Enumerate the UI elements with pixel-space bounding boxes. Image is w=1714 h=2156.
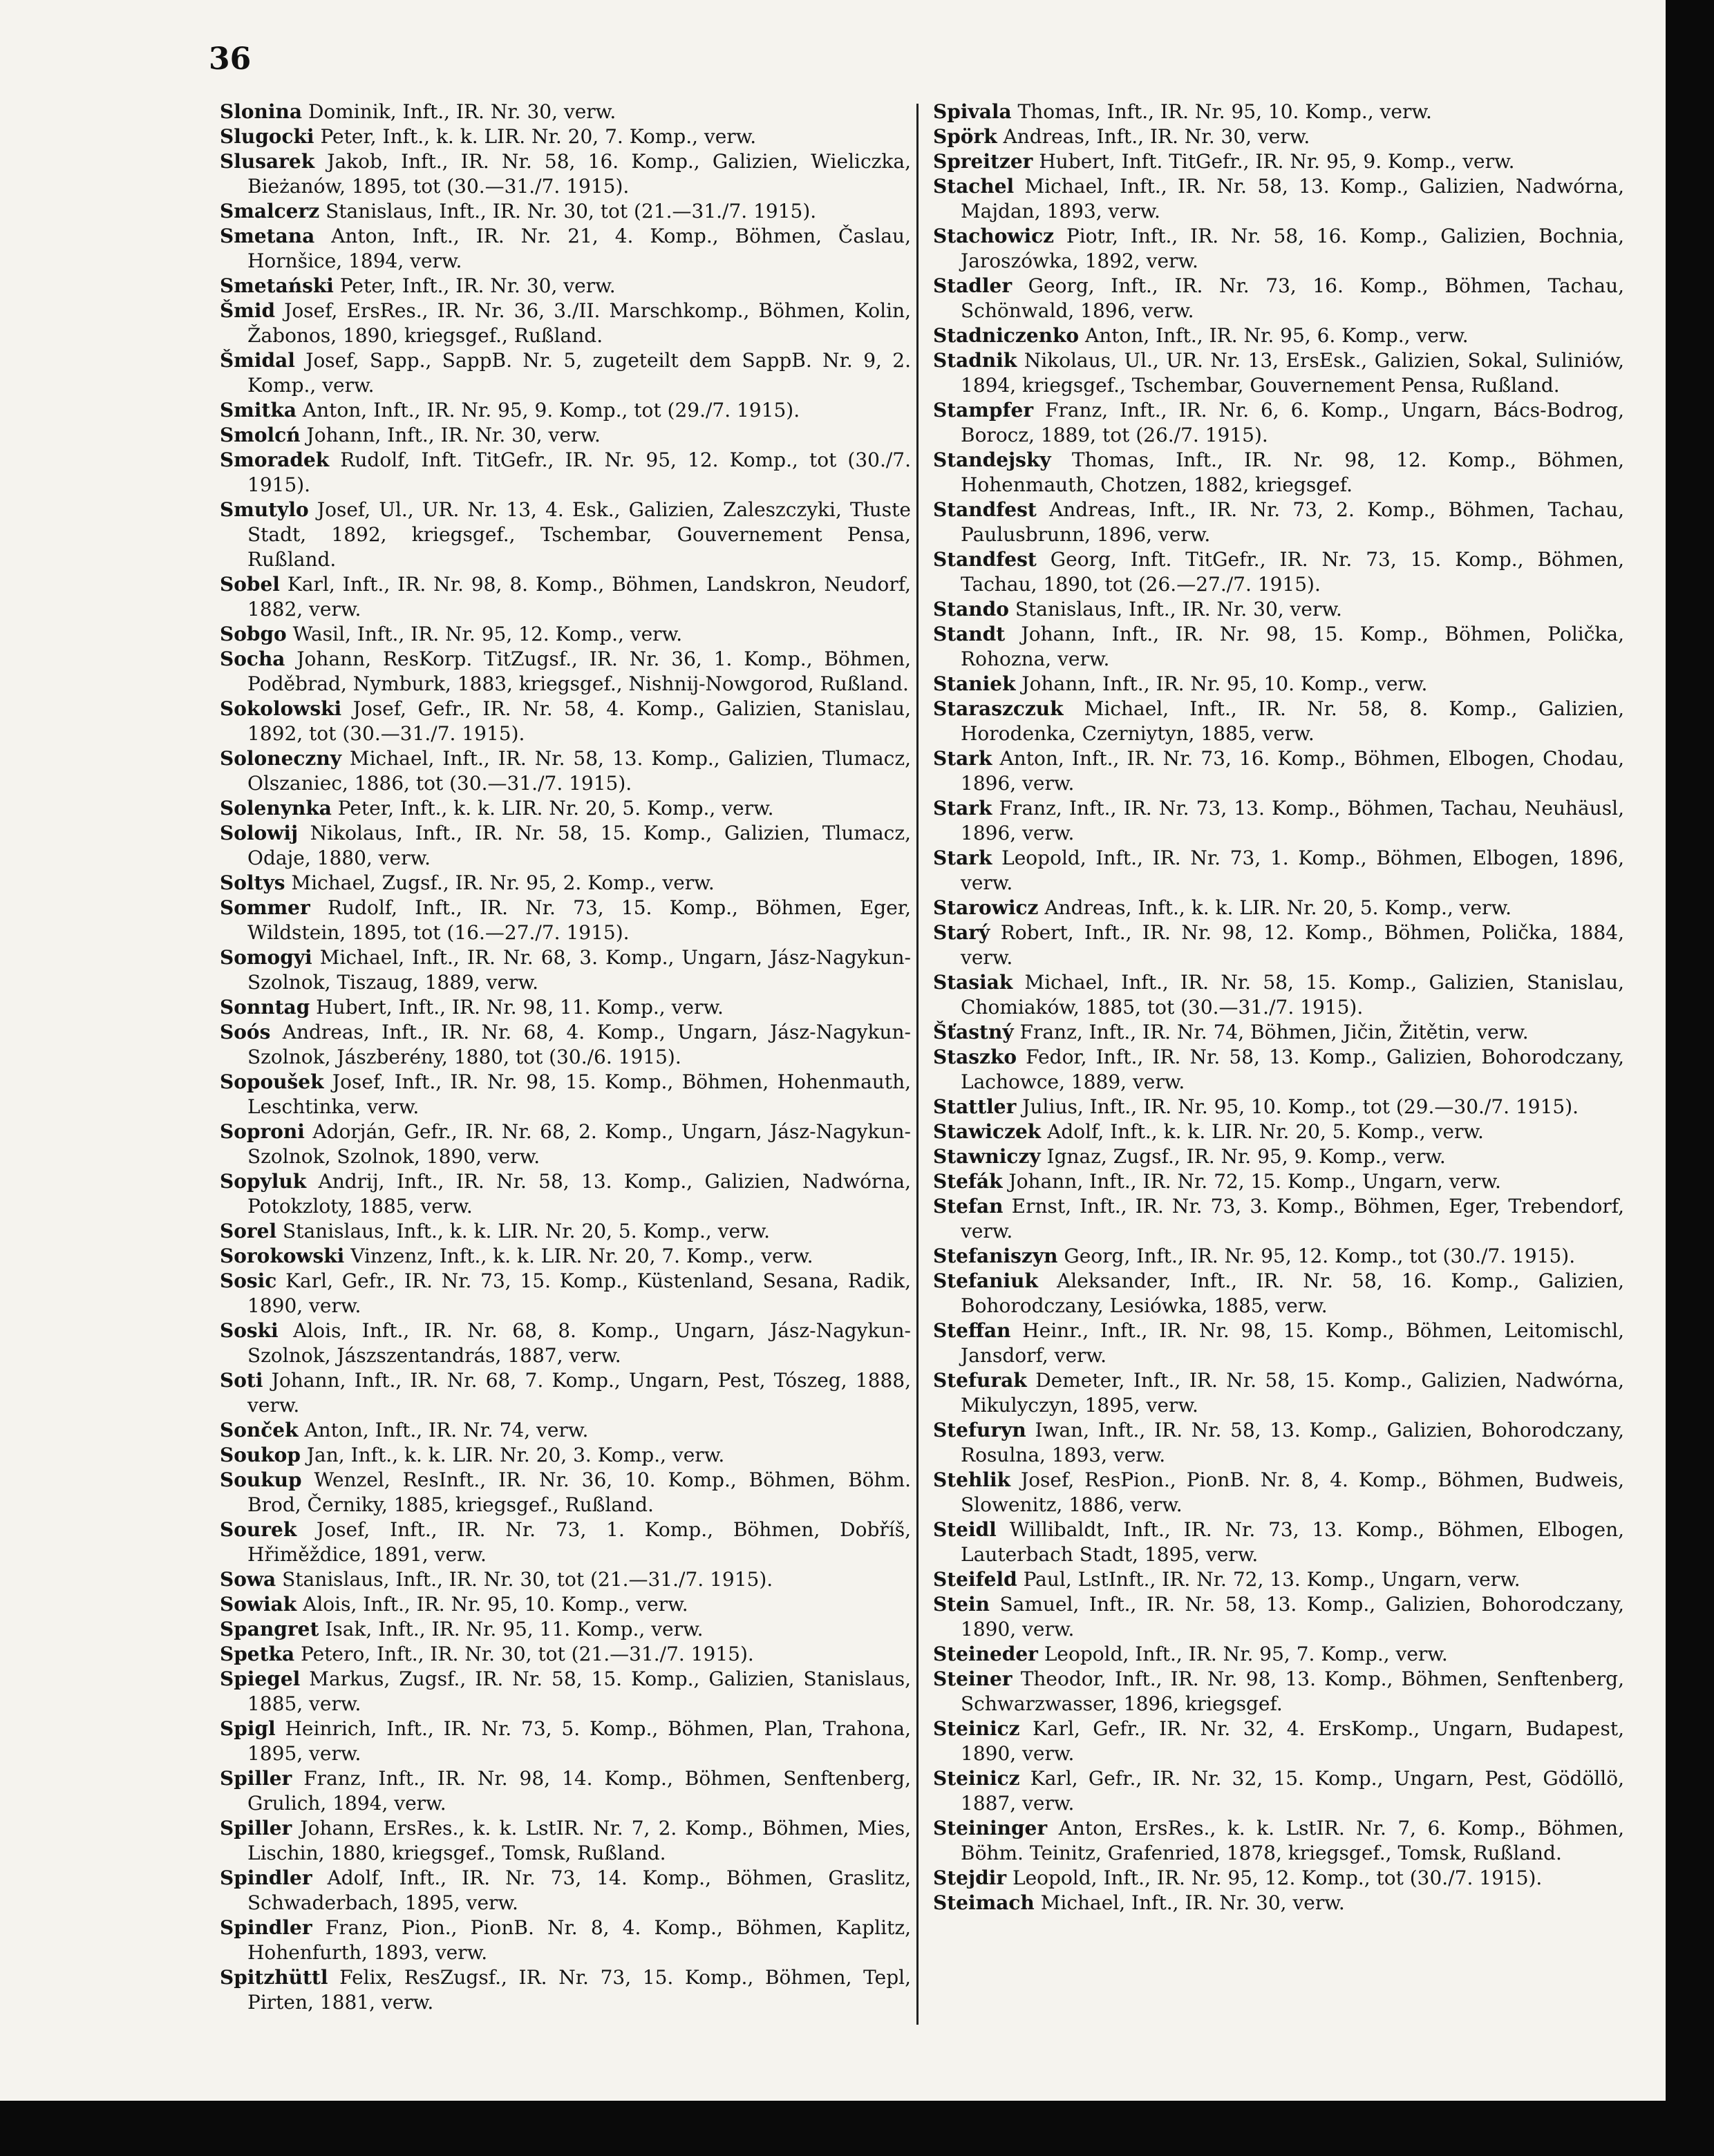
list-entry <box>220 1866 911 1916</box>
entry-surname: Sopoušek <box>220 1070 324 1093</box>
entry-details: Hubert, Inft., IR. Nr. 98, 11. Komp., verw. <box>316 996 724 1019</box>
entry-details: Johann, Inft., IR. Nr. 68, 7. Komp., Ungarn, Pest, Tószeg, 1888, verw. <box>247 1369 911 1417</box>
list-entry <box>220 1517 911 1567</box>
list-entry <box>220 896 911 945</box>
entry-surname: Stadnik <box>933 349 1017 372</box>
entry-details: Felix, ResZugsf., IR. Nr. 73, 15. Komp., Böhmen, Tepl, Pirten, 1881, verw. <box>247 1966 911 2014</box>
list-entry <box>933 1517 1624 1567</box>
entry-surname: Stein <box>933 1593 990 1616</box>
list-entry <box>933 1667 1624 1717</box>
list-entry <box>220 1244 911 1269</box>
entry-surname: Soti <box>220 1369 263 1392</box>
entry-surname: Šmid <box>220 299 276 322</box>
entry-details: Andrij, Inft., IR. Nr. 58, 13. Komp., Galizien, Nadwórna, Potokzloty, 1885, verw. <box>247 1170 911 1218</box>
list-entry <box>220 1219 911 1244</box>
entry-details: Leopold, Inft., IR. Nr. 73, 1. Komp., Böhmen, Elbogen, 1896, verw. <box>961 847 1624 894</box>
list-entry <box>220 1717 911 1766</box>
entry-surname: Smolcń <box>220 424 301 446</box>
list-entry <box>933 1368 1624 1418</box>
entry-details: Anton, ErsRes., k. k. LstIR. Nr. 7, 6. Komp., Böhmen, Böhm. Teinitz, Grafenried, 1878, kriegsgef., Tomsk, Rußland. <box>961 1817 1624 1864</box>
entry-surname: Stadniczenko <box>933 324 1080 347</box>
entry-surname: Spörk <box>933 125 997 148</box>
list-entry <box>933 796 1624 846</box>
entry-details: Johann, Inft., IR. Nr. 30, verw. <box>306 424 601 446</box>
list-entry <box>933 398 1624 448</box>
entry-details: Franz, Inft., IR. Nr. 73, 13. Komp., Böhmen, Tachau, Neuhäusl, 1896, verw. <box>961 797 1625 844</box>
list-entry <box>220 871 911 896</box>
entry-details: Josef, Inft., IR. Nr. 98, 15. Komp., Böhmen, Hohenmauth, Leschtinka, verw. <box>247 1070 911 1118</box>
entry-surname: Standt <box>933 623 1006 645</box>
entry-surname: Smetański <box>220 274 334 297</box>
entry-surname: Stark <box>933 797 992 820</box>
entry-surname: Sobel <box>220 573 280 596</box>
entry-details: Fedor, Inft., IR. Nr. 58, 13. Komp., Galizien, Bohorodczany, Lachowce, 1889, verw. <box>961 1046 1624 1093</box>
entry-details: Johann, Inft., IR. Nr. 72, 15. Komp., Ungarn, verw. <box>1008 1170 1501 1193</box>
list-entry <box>933 1642 1624 1667</box>
entry-surname: Spigl <box>220 1717 276 1740</box>
list-entry <box>933 1020 1624 1045</box>
list-entry <box>933 1468 1624 1517</box>
list-entry <box>933 970 1624 1020</box>
list-entry <box>220 1269 911 1318</box>
list-entry <box>933 348 1624 398</box>
entry-details: Thomas, Inft., IR. Nr. 98, 12. Komp., Böhmen, Hohenmauth, Chotzen, 1882, kriegsgef. <box>961 448 1624 496</box>
entry-surname: Smetana <box>220 225 315 247</box>
entry-surname: Stawiczek <box>933 1120 1042 1143</box>
list-entry <box>933 1144 1624 1169</box>
entry-surname: Stark <box>933 847 992 869</box>
list-entry <box>220 1368 911 1418</box>
entry-details: Jakob, Inft., IR. Nr. 58, 16. Komp., Galizien, Wieliczka, Bieżanów, 1895, tot (30.—31./7. 1915). <box>247 150 911 198</box>
entry-details: Michael, Zugsf., IR. Nr. 95, 2. Komp., verw. <box>291 871 715 894</box>
entry-surname: Soproni <box>220 1120 305 1143</box>
list-entry <box>933 498 1624 547</box>
page-number: 36 <box>209 41 252 77</box>
list-entry <box>933 1169 1624 1194</box>
entry-details: Peter, Inft., k. k. LIR. Nr. 20, 5. Komp., verw. <box>337 797 774 820</box>
entry-surname: Soós <box>220 1021 271 1043</box>
entry-details: Franz, Inft., IR. Nr. 6, 6. Komp., Ungarn, Bács-Bodrog, Borocz, 1889, tot (26./7. 1915). <box>961 399 1625 446</box>
entry-surname: Spiller <box>220 1817 292 1840</box>
entry-details: Michael, Inft., IR. Nr. 58, 13. Komp., Galizien, Tlumacz, Olszaniec, 1886, tot (30.—31./7. 1915). <box>247 747 911 795</box>
entry-details: Peter, Inft., IR. Nr. 30, verw. <box>339 274 616 297</box>
entry-details: Leopold, Inft., IR. Nr. 95, 7. Komp., verw. <box>1044 1643 1448 1665</box>
entry-details: Josef, Gefr., IR. Nr. 58, 4. Komp., Galizien, Stanislau, 1892, tot (30.—31./7. 1915). <box>247 697 911 745</box>
entry-surname: Soltys <box>220 871 285 894</box>
list-entry <box>220 1667 911 1717</box>
entry-details: Karl, Gefr., IR. Nr. 32, 15. Komp., Ungarn, Pest, Gödöllö, 1887, verw. <box>961 1767 1624 1815</box>
entry-surname: Smutylo <box>220 498 309 521</box>
entry-details: Stanislaus, Inft., IR. Nr. 30, verw. <box>1015 598 1342 621</box>
list-entry <box>220 398 911 423</box>
entry-surname: Stawniczy <box>933 1145 1041 1168</box>
list-entry <box>933 1567 1624 1592</box>
entry-details: Georg, Inft., IR. Nr. 73, 16. Komp., Böhmen, Tachau, Schönwald, 1896, verw. <box>961 274 1625 322</box>
entry-surname: Stachel <box>933 175 1015 198</box>
entry-surname: Smoradek <box>220 448 330 471</box>
list-entry <box>933 672 1624 697</box>
entry-surname: Steidl <box>933 1518 997 1541</box>
entry-surname: Standfest <box>933 498 1037 521</box>
list-entry <box>933 1269 1624 1318</box>
list-entry <box>220 199 911 224</box>
entry-details: Markus, Zugsf., IR. Nr. 58, 15. Komp., Galizien, Stanislaus, 1885, verw. <box>247 1667 911 1715</box>
list-entry <box>933 622 1624 672</box>
entry-surname: Stark <box>933 747 992 770</box>
list-entry <box>933 323 1624 348</box>
list-entry <box>220 1070 911 1119</box>
entry-surname: Stachowicz <box>933 225 1055 247</box>
entry-details: Rudolf, Inft., IR. Nr. 73, 15. Komp., Böhmen, Eger, Wildstein, 1895, tot (16.—27./7. 1915). <box>247 896 911 944</box>
entry-surname: Sosic <box>220 1269 277 1292</box>
entry-surname: Spiller <box>220 1767 292 1790</box>
entry-surname: Stando <box>933 598 1009 621</box>
list-entry <box>220 1916 911 1965</box>
list-entry <box>220 647 911 697</box>
entry-surname: Steifeld <box>933 1568 1017 1591</box>
list-entry <box>220 1169 911 1219</box>
list-entry <box>220 746 911 796</box>
list-entry <box>933 274 1624 323</box>
entry-details: Jan, Inft., k. k. LIR. Nr. 20, 3. Komp., verw. <box>306 1444 725 1466</box>
entry-details: Vinzenz, Inft., k. k. LIR. Nr. 20, 7. Komp., verw. <box>350 1245 813 1267</box>
entry-surname: Stattler <box>933 1095 1017 1118</box>
entry-surname: Steiner <box>933 1667 1013 1690</box>
list-entry <box>933 746 1624 796</box>
entry-details: Stanislaus, Inft., IR. Nr. 30, tot (21.—31./7. 1915). <box>282 1568 773 1591</box>
entry-surname: Stefaniszyn <box>933 1245 1058 1267</box>
entry-details: Nikolaus, Inft., IR. Nr. 58, 15. Komp., Galizien, Tlumacz, Odaje, 1880, verw. <box>247 822 911 869</box>
entry-details: Alois, Inft., IR. Nr. 68, 8. Komp., Ungarn, Jász-Nagykun-Szolnok, Jászszentandrás, 1887, verw. <box>247 1319 911 1367</box>
entry-surname: Stefan <box>933 1195 1004 1218</box>
list-entry <box>933 1095 1624 1119</box>
list-entry <box>933 1244 1624 1269</box>
list-entry <box>933 1418 1624 1468</box>
entry-surname: Spreitzer <box>933 150 1033 173</box>
entry-surname: Spetka <box>220 1643 295 1665</box>
list-entry <box>220 100 911 124</box>
list-entry <box>220 1020 911 1070</box>
entry-surname: Stasiak <box>933 971 1013 994</box>
entry-surname: Spindler <box>220 1866 312 1889</box>
entry-details: Andreas, Inft., IR. Nr. 68, 4. Komp., Ungarn, Jász-Nagykun-Szolnok, Jászberény, 1880, tot (30./6. 1915). <box>247 1021 911 1068</box>
entry-details: Adolf, Inft., k. k. LIR. Nr. 20, 5. Komp., verw. <box>1047 1120 1484 1143</box>
list-entry <box>933 547 1624 597</box>
entry-details: Johann, ErsRes., k. k. LstIR. Nr. 7, 2. Komp., Böhmen, Mies, Lischin, 1880, kriegsgef., Tomsk, Rußland. <box>247 1817 911 1864</box>
list-entry <box>933 100 1624 124</box>
entry-surname: Šmidal <box>220 349 295 372</box>
entry-details: Karl, Inft., IR. Nr. 98, 8. Komp., Böhmen, Landskron, Neudorf, 1882, verw. <box>247 573 911 621</box>
list-entry <box>220 1119 911 1169</box>
list-entry <box>220 1567 911 1592</box>
entry-surname: Solenynka <box>220 797 332 820</box>
entry-surname: Soloneczny <box>220 747 341 770</box>
entry-surname: Smitka <box>220 399 296 422</box>
entry-details: Michael, Inft., IR. Nr. 58, 15. Komp., Galizien, Stanislau, Chomiaków, 1885, tot (30.—31./7. 1915). <box>961 971 1625 1019</box>
entry-details: Ernst, Inft., IR. Nr. 73, 3. Komp., Böhmen, Eger, Trebendorf, verw. <box>961 1195 1624 1242</box>
entry-surname: Staszko <box>933 1046 1017 1068</box>
list-entry <box>220 1443 911 1468</box>
entry-surname: Stefák <box>933 1170 1003 1193</box>
entry-details: Anton, Inft., IR. Nr. 21, 4. Komp., Böhmen, Časlau, Hornšice, 1894, verw. <box>247 225 911 272</box>
list-entry <box>933 597 1624 622</box>
entry-surname: Slusarek <box>220 150 315 173</box>
entry-details: Rudolf, Inft. TitGefr., IR. Nr. 95, 12. Komp., tot (30./7. 1915). <box>247 448 911 496</box>
entry-surname: Spitzhüttl <box>220 1966 328 1989</box>
list-entry <box>220 1468 911 1517</box>
entry-surname: Šťastný <box>933 1021 1014 1043</box>
list-entry <box>220 448 911 498</box>
entry-details: Petero, Inft., IR. Nr. 30, tot (21.—31./7. 1915). <box>301 1643 754 1665</box>
entry-details: Leopold, Inft., IR. Nr. 95, 12. Komp., tot (30./7. 1915). <box>1012 1866 1543 1889</box>
scan-border-bottom <box>0 2101 1714 2156</box>
entry-details: Georg, Inft. TitGefr., IR. Nr. 73, 15. Komp., Böhmen, Tachau, 1890, tot (26.—27./7. 1915). <box>961 548 1624 596</box>
entry-details: Alois, Inft., IR. Nr. 95, 10. Komp., verw. <box>303 1593 688 1616</box>
list-entry <box>220 1766 911 1816</box>
entry-details: Franz, Inft., IR. Nr. 98, 14. Komp., Böhmen, Senftenberg, Grulich, 1894, verw. <box>247 1767 911 1815</box>
entry-surname: Steinicz <box>933 1717 1020 1740</box>
entry-details: Anton, Inft., IR. Nr. 73, 16. Komp., Böhmen, Elbogen, Chodau, 1896, verw. <box>961 747 1625 795</box>
entry-surname: Soukup <box>220 1468 302 1491</box>
entry-details: Andreas, Inft., IR. Nr. 30, verw. <box>1003 125 1310 148</box>
entry-surname: Sorokowski <box>220 1245 345 1267</box>
entry-surname: Stadler <box>933 274 1013 297</box>
entry-surname: Steineder <box>933 1643 1038 1665</box>
entry-details: Karl, Gefr., IR. Nr. 73, 15. Komp., Küstenland, Sesana, Radik, 1890, verw. <box>247 1269 911 1317</box>
entry-surname: Sokolowski <box>220 697 342 720</box>
list-entry <box>220 945 911 995</box>
entry-details: Peter, Inft., k. k. LIR. Nr. 20, 7. Komp., verw. <box>320 125 757 148</box>
entry-details: Stanislaus, Inft., k. k. LIR. Nr. 20, 5. Komp., verw. <box>283 1220 771 1242</box>
entry-surname: Sopyluk <box>220 1170 307 1193</box>
list-entry <box>933 1717 1624 1766</box>
entry-details: Samuel, Inft., IR. Nr. 58, 13. Komp., Galizien, Bohorodczany, 1890, verw. <box>961 1593 1624 1640</box>
list-entry <box>933 846 1624 896</box>
entry-details: Wasil, Inft., IR. Nr. 95, 12. Komp., verw. <box>292 623 683 645</box>
entry-details: Josef, Sapp., SappB. Nr. 5, zugeteilt dem SappB. Nr. 9, 2. Komp., verw. <box>247 349 911 397</box>
entry-details: Andreas, Inft., k. k. LIR. Nr. 20, 5. Komp., verw. <box>1044 896 1511 919</box>
entry-details: Josef, ResPion., PionB. Nr. 8, 4. Komp., Böhmen, Budweis, Slowenitz, 1886, verw. <box>961 1468 1624 1516</box>
entry-details: Anton, Inft., IR. Nr. 95, 9. Komp., tot (29./7. 1915). <box>302 399 800 422</box>
column-left <box>220 100 911 2015</box>
entry-surname: Sonček <box>220 1419 299 1441</box>
entry-details: Michael, Inft., IR. Nr. 30, verw. <box>1040 1891 1345 1914</box>
entry-surname: Stampfer <box>933 399 1034 422</box>
entry-surname: Sourek <box>220 1518 297 1541</box>
list-entry <box>933 1866 1624 1891</box>
entry-details: Willibaldt, Inft., IR. Nr. 73, 13. Komp., Böhmen, Elbogen, Lauterbach Stadt, 1895, verw. <box>961 1518 1625 1566</box>
entry-surname: Staraszczuk <box>933 697 1064 720</box>
entry-surname: Stefuryn <box>933 1419 1026 1441</box>
list-entry <box>933 124 1624 149</box>
list-entry <box>220 1318 911 1368</box>
entry-details: Nikolaus, Ul., UR. Nr. 13, ErsEsk., Galizien, Sokal, Suliniów, 1894, kriegsgef., Tschembar, Gouvernement Pensa, Rußland. <box>961 349 1624 397</box>
entry-details: Franz, Pion., PionB. Nr. 8, 4. Komp., Böhmen, Kaplitz, Hohenfurth, 1893, verw. <box>247 1916 911 1964</box>
list-entry <box>220 423 911 448</box>
entry-surname: Sommer <box>220 896 310 919</box>
list-entry <box>220 572 911 622</box>
entry-surname: Sowa <box>220 1568 276 1591</box>
list-entry <box>220 1642 911 1667</box>
list-entry <box>220 697 911 746</box>
entry-surname: Standfest <box>933 548 1037 571</box>
list-entry <box>220 995 911 1020</box>
entry-surname: Steininger <box>933 1817 1048 1840</box>
scan-border-right <box>1666 0 1714 2156</box>
entry-details: Hubert, Inft. TitGefr., IR. Nr. 95, 9. Komp., verw. <box>1039 150 1515 173</box>
entry-details: Adolf, Inft., IR. Nr. 73, 14. Komp., Böhmen, Graslitz, Schwaderbach, 1895, verw. <box>247 1866 911 1914</box>
entry-details: Michael, Inft., IR. Nr. 68, 3. Komp., Ungarn, Jász-Nagykun-Szolnok, Tiszaug, 1889, verw. <box>247 946 911 994</box>
entry-details: Aleksander, Inft., IR. Nr. 58, 16. Komp., Galizien, Bohorodczany, Lesiówka, 1885, verw. <box>961 1269 1624 1317</box>
entry-details: Thomas, Inft., IR. Nr. 95, 10. Komp., verw. <box>1017 100 1432 123</box>
entry-details: Wenzel, ResInft., IR. Nr. 36, 10. Komp., Böhmen, Böhm. Brod, Černiky, 1885, kriegsgef., Rußland. <box>247 1468 912 1516</box>
list-entry <box>933 1045 1624 1095</box>
list-entry <box>933 1119 1624 1144</box>
entry-surname: Slugocki <box>220 125 314 148</box>
entry-details: Demeter, Inft., IR. Nr. 58, 15. Komp., Galizien, Nadwórna, Mikulyczyn, 1895, verw. <box>961 1369 1624 1417</box>
entry-surname: Spangret <box>220 1618 319 1640</box>
entry-details: Georg, Inft., IR. Nr. 95, 12. Komp., tot (30./7. 1915). <box>1064 1245 1576 1267</box>
entry-surname: Smalcerz <box>220 200 320 223</box>
entry-surname: Stejdir <box>933 1866 1007 1889</box>
list-entry <box>220 299 911 348</box>
list-entry <box>933 697 1624 746</box>
list-entry <box>933 1816 1624 1866</box>
list-entry <box>933 896 1624 920</box>
entry-details: Heinr., Inft., IR. Nr. 98, 15. Komp., Böhmen, Leitomischl, Jansdorf, verw. <box>961 1319 1625 1367</box>
entry-details: Johann, Inft., IR. Nr. 95, 10. Komp., verw. <box>1021 672 1428 695</box>
list-entry <box>220 149 911 199</box>
entry-surname: Solowij <box>220 822 299 844</box>
entry-details: Dominik, Inft., IR. Nr. 30, verw. <box>308 100 616 123</box>
entry-surname: Steimach <box>933 1891 1035 1914</box>
list-entry <box>933 224 1624 274</box>
list-entry <box>220 821 911 871</box>
entry-details: Julius, Inft., IR. Nr. 95, 10. Komp., tot (29.—30./7. 1915). <box>1022 1095 1579 1118</box>
entry-surname: Sowiak <box>220 1593 297 1616</box>
list-entry <box>220 498 911 572</box>
entry-surname: Starý <box>933 921 990 944</box>
list-entry <box>220 1617 911 1642</box>
list-entry <box>933 920 1624 970</box>
entry-details: Paul, LstInft., IR. Nr. 72, 13. Komp., Ungarn, verw. <box>1023 1568 1520 1591</box>
entry-details: Franz, Inft., IR. Nr. 74, Böhmen, Jičin, Žitětin, verw. <box>1019 1021 1529 1043</box>
entry-details: Iwan, Inft., IR. Nr. 58, 13. Komp., Galizien, Bohorodczany, Rosulna, 1893, verw. <box>961 1419 1624 1466</box>
entry-surname: Stefaniuk <box>933 1269 1038 1292</box>
entry-surname: Soukop <box>220 1444 301 1466</box>
list-entry <box>220 1965 911 2015</box>
entry-surname: Spiegel <box>220 1667 301 1690</box>
entry-surname: Socha <box>220 647 285 670</box>
entry-surname: Sorel <box>220 1220 277 1242</box>
list-entry <box>220 124 911 149</box>
list-entry <box>933 1592 1624 1642</box>
list-entry <box>220 1592 911 1617</box>
list-entry <box>933 149 1624 174</box>
list-entry <box>220 1418 911 1443</box>
list-entry <box>220 622 911 647</box>
entry-details: Robert, Inft., IR. Nr. 98, 12. Komp., Böhmen, Polička, 1884, verw. <box>961 921 1624 969</box>
entry-details: Anton, Inft., IR. Nr. 74, verw. <box>304 1419 589 1441</box>
entry-details: Michael, Inft., IR. Nr. 58, 13. Komp., Galizien, Nadwórna, Majdan, 1893, verw. <box>961 175 1624 223</box>
entry-details: Anton, Inft., IR. Nr. 95, 6. Komp., verw. <box>1084 324 1469 347</box>
entry-surname: Sobgo <box>220 623 287 645</box>
entry-details: Piotr, Inft., IR. Nr. 58, 16. Komp., Galizien, Bochnia, Jaroszówka, 1892, verw. <box>961 225 1624 272</box>
entry-surname: Steffan <box>933 1319 1011 1342</box>
entry-surname: Standejsky <box>933 448 1051 471</box>
entry-surname: Spivala <box>933 100 1012 123</box>
entry-details: Isak, Inft., IR. Nr. 95, 11. Komp., verw. <box>325 1618 704 1640</box>
list-entry <box>933 1766 1624 1816</box>
list-entry <box>220 224 911 274</box>
entry-surname: Slonina <box>220 100 303 123</box>
entry-details: Johann, Inft., IR. Nr. 98, 15. Komp., Böhmen, Polička, Rohozna, verw. <box>961 623 1624 670</box>
column-divider <box>916 104 919 2025</box>
entry-surname: Stehlik <box>933 1468 1010 1491</box>
entry-details: Theodor, Inft., IR. Nr. 98, 13. Komp., Böhmen, Senftenberg, Schwarzwasser, 1896, kriegsgef. <box>961 1667 1624 1715</box>
entry-details: Michael, Inft., IR. Nr. 58, 8. Komp., Galizien, Horodenka, Czerniytyn, 1885, verw. <box>961 697 1624 745</box>
entry-details: Stanislaus, Inft., IR. Nr. 30, tot (21.—31./7. 1915). <box>326 200 817 223</box>
entry-details: Josef, Inft., IR. Nr. 73, 1. Komp., Böhmen, Dobříš, Hřiměždice, 1891, verw. <box>247 1518 911 1566</box>
entry-surname: Spindler <box>220 1916 312 1939</box>
entry-surname: Stefurak <box>933 1369 1027 1392</box>
entry-surname: Starowicz <box>933 896 1039 919</box>
entry-details: Karl, Gefr., IR. Nr. 32, 4. ErsKomp., Ungarn, Budapest, 1890, verw. <box>961 1717 1624 1765</box>
entry-surname: Sonntag <box>220 996 310 1019</box>
list-entry <box>220 348 911 398</box>
entry-details: Andreas, Inft., IR. Nr. 73, 2. Komp., Böhmen, Tachau, Paulusbrunn, 1896, verw. <box>961 498 1624 546</box>
entry-surname: Staniek <box>933 672 1016 695</box>
entry-details: Adorján, Gefr., IR. Nr. 68, 2. Komp., Ungarn, Jász-Nagykun-Szolnok, Szolnok, 1890, verw. <box>247 1120 911 1168</box>
list-entry <box>933 448 1624 498</box>
entry-surname: Somogyi <box>220 946 312 969</box>
list-entry <box>933 1891 1624 1916</box>
list-entry <box>220 796 911 821</box>
list-entry <box>220 274 911 299</box>
entry-details: Heinrich, Inft., IR. Nr. 73, 5. Komp., Böhmen, Plan, Trahona, 1895, verw. <box>247 1717 911 1765</box>
list-entry <box>933 1194 1624 1244</box>
entry-details: Ignaz, Zugsf., IR. Nr. 95, 9. Komp., verw. <box>1046 1145 1446 1168</box>
entry-details: Johann, ResKorp. TitZugsf., IR. Nr. 36, 1. Komp., Böhmen, Poděbrad, Nymburk, 1883, kriegsgef., Nishnij-Nowgorod, Rußland. <box>247 647 911 695</box>
list-entry <box>933 174 1624 224</box>
entry-details: Josef, Ul., UR. Nr. 13, 4. Esk., Galizien, Zaleszczyki, Tłuste Stadt, 1892, kriegsgef., Tschembar, Gouvernement Pensa, Rußland. <box>247 498 911 571</box>
list-entry <box>933 1318 1624 1368</box>
entry-details: Josef, ErsRes., IR. Nr. 36, 3./II. Marschkomp., Böhmen, Kolin, Žabonos, 1890, kriegsgef., Rußland. <box>247 299 912 347</box>
list-entry <box>220 1816 911 1866</box>
column-right <box>933 100 1624 1916</box>
entry-surname: Steinicz <box>933 1767 1020 1790</box>
entry-surname: Soski <box>220 1319 279 1342</box>
